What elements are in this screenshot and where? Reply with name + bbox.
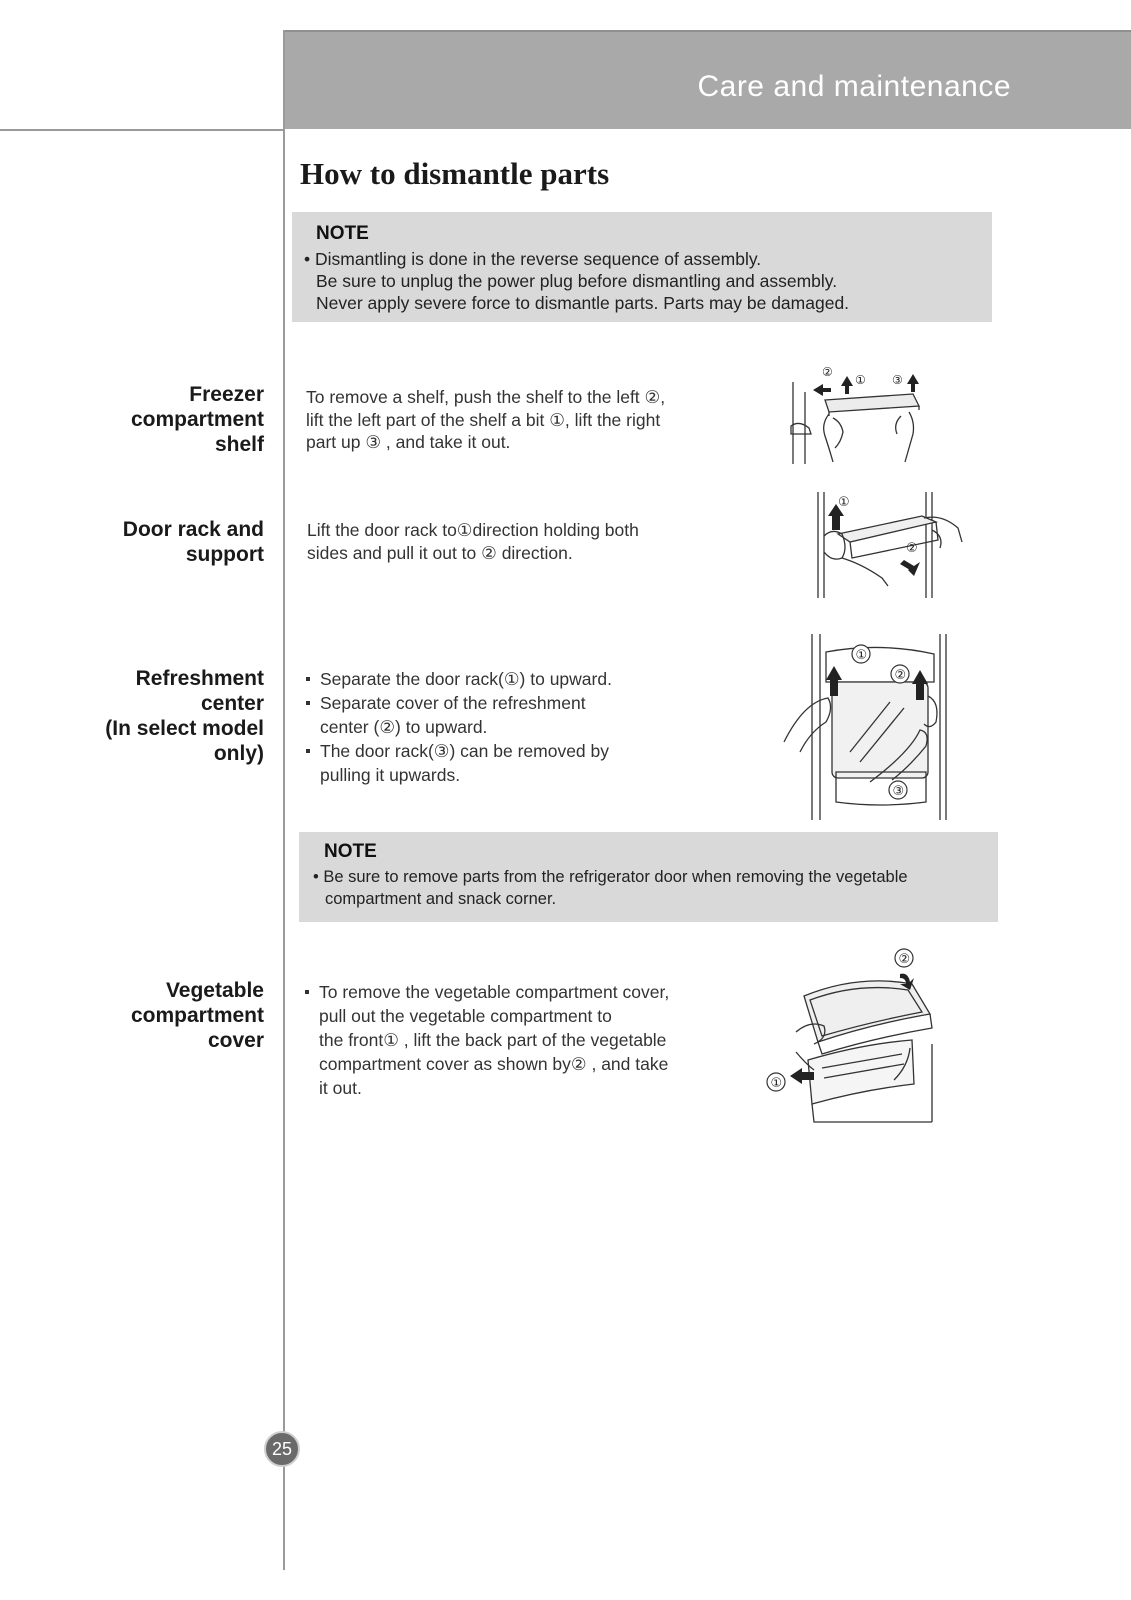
fig-mark: ①: [855, 648, 868, 663]
label-line: cover: [207, 1029, 264, 1052]
text-line: compartment cover as shown by② , and take: [319, 1054, 669, 1074]
list-item: [306, 691, 612, 739]
note-box-1: [292, 212, 992, 322]
section-header: [285, 30, 1131, 129]
text-line: To remove the vegetable compartment cover,: [319, 982, 670, 1002]
note-line: Never apply severe force to dismantle parts. Parts may be damaged.: [316, 293, 850, 313]
text-line: it out.: [319, 1078, 362, 1098]
note-label: NOTE: [324, 841, 377, 862]
freezer-shelf-text: [306, 386, 665, 454]
vegetable-cover-label: [131, 978, 264, 1053]
label-line: only): [213, 742, 264, 765]
text-line: Lift the door rack to①direction holding both: [307, 520, 639, 540]
note-text: [304, 248, 849, 314]
page-title: How to dismantle parts: [300, 156, 610, 191]
text-line: The door rack(③) can be removed by: [320, 741, 610, 761]
note-line: • Be sure to remove parts from the refrigerator door when removing the vegetable: [313, 868, 908, 886]
text-line: the front① , lift the back part of the vegetable: [319, 1030, 667, 1050]
list-item: [306, 739, 612, 787]
fig-mark: ②: [906, 541, 918, 556]
label-line: Vegetable: [165, 979, 264, 1002]
fig-mark: ③: [892, 784, 905, 799]
freezer-shelf-illustration: [785, 362, 935, 467]
vegetable-cover-steps: [305, 980, 669, 1100]
text-line: sides and pull it out to ② direction.: [307, 542, 573, 563]
refreshment-center-steps: [306, 667, 612, 787]
label-line: support: [185, 543, 264, 566]
vertical-divider: [283, 30, 285, 1570]
text-line: Separate cover of the refreshment: [320, 693, 586, 713]
label-line: Freezer: [189, 383, 264, 406]
refreshment-center-label: [105, 666, 264, 766]
note-text: [313, 866, 908, 910]
text-line: Separate the door rack(①) to upward.: [320, 669, 612, 689]
fig-mark: ②: [822, 365, 833, 379]
label-line: compartment: [130, 1004, 264, 1027]
fig-mark: ①: [770, 1076, 783, 1091]
fig-mark: ③: [892, 373, 903, 387]
refreshment-center-illustration: [780, 632, 955, 822]
fig-mark: ①: [838, 495, 850, 510]
text-line: pulling it upwards.: [320, 765, 461, 785]
fig-mark: ①: [855, 373, 866, 387]
note-line: Be sure to unplug the power plug before dismantling and assembly.: [316, 271, 838, 291]
label-line: Door rack and: [122, 518, 264, 541]
label-line: compartment: [130, 408, 264, 431]
label-line: (In select model: [105, 717, 264, 740]
fig-mark: ②: [894, 668, 907, 683]
page-number: 25: [264, 1431, 300, 1467]
fig-mark: ②: [898, 952, 911, 967]
door-rack-label: [123, 517, 264, 567]
horizontal-divider: [0, 129, 283, 131]
vegetable-cover-illustration: [762, 944, 937, 1126]
label-line: center: [200, 692, 264, 715]
note-box-2: [299, 832, 998, 922]
list-item: [305, 980, 669, 1100]
door-rack-text: [307, 519, 639, 564]
label-line: Refreshment: [135, 667, 264, 690]
freezer-shelf-label: [131, 382, 264, 457]
label-line: shelf: [214, 433, 264, 456]
note-line: compartment and snack corner.: [325, 890, 557, 908]
text-line: pull out the vegetable compartment to: [319, 1006, 612, 1026]
text-line: part up ③ , and take it out.: [306, 432, 511, 452]
note-label: NOTE: [316, 223, 369, 244]
text-line: To remove a shelf, push the shelf to the left ②,: [306, 387, 666, 407]
note-line: • Dismantling is done in the reverse sequence of assembly.: [304, 249, 762, 269]
section-title: Care and maintenance: [697, 70, 1011, 103]
list-item: [306, 667, 612, 691]
door-rack-illustration: [812, 488, 972, 600]
text-line: lift the left part of the shelf a bit ①, lift the right: [306, 409, 661, 430]
text-line: center (②) to upward.: [320, 717, 488, 737]
